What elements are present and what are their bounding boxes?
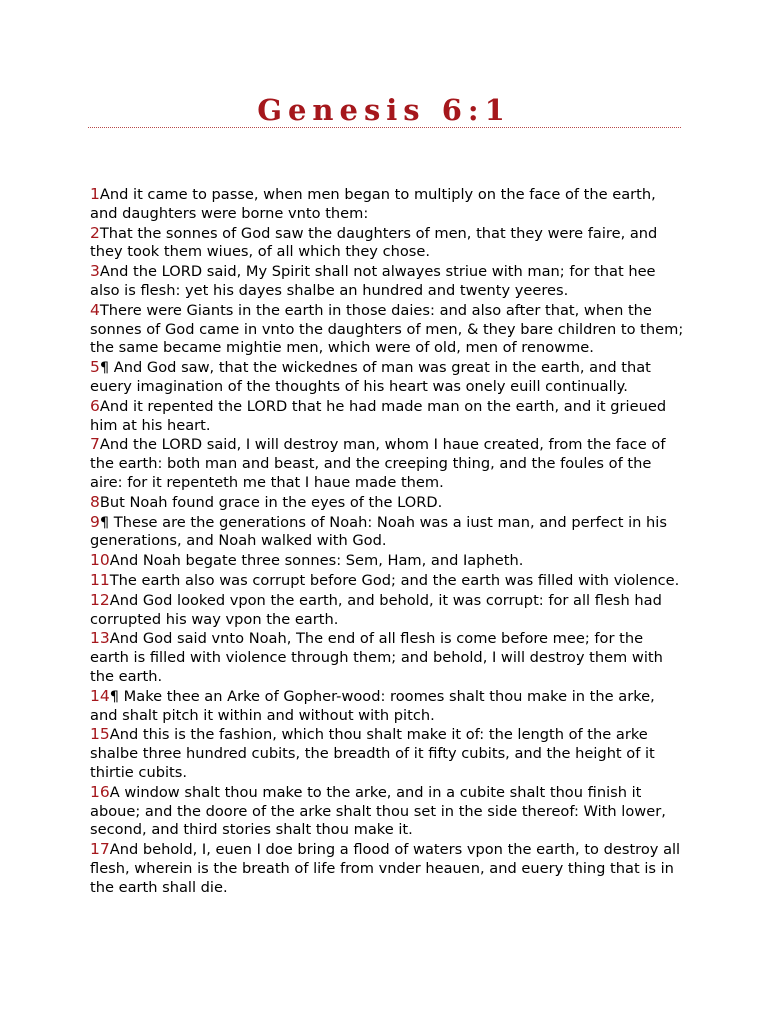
verse-number: 10 — [90, 551, 110, 570]
verse-text: A window shalt thou make to the arke, and in a cubite shalt thou finish it aboue; and the doore of the arke shalt thou set in the side thereof: With lower, second, and third stories shalt thou make it. — [90, 783, 666, 839]
verse-number: 9 — [90, 512, 100, 531]
verse-number: 3 — [90, 262, 100, 281]
verse-number: 5 — [90, 358, 100, 377]
verse-number: 12 — [90, 590, 110, 609]
verse-text: ¶ Make thee an Arke of Gopher-wood: roomes shalt thou make in the arke, and shalt pitch it within and without with pitch. — [90, 687, 655, 724]
verse-text: And it came to passe, when men began to multiply on the face of the earth, and daughters were borne vnto them: — [90, 186, 656, 222]
verse — [90, 783, 685, 840]
verse — [90, 493, 685, 513]
verse-number: 15 — [90, 725, 110, 744]
verse-number: 1 — [90, 185, 100, 203]
verse-text: And this is the fashion, which thou shalt make it of: the length of the arke shalbe three hundred cubits, the breadth of it fifty cubits, and the height of it thirtie cubits. — [90, 726, 655, 781]
verse-text: And behold, I, euen I doe bring a flood of waters vpon the earth, to destroy all flesh, wherein is the breath of life from vnder heauen, and euery thing that is in the earth shall die. — [90, 841, 681, 896]
verse-number: 8 — [90, 492, 100, 511]
verse — [90, 687, 685, 726]
verse-number: 4 — [90, 300, 100, 319]
verse-text: And it repented the LORD that he had made man on the earth, and it grieued him at his heart. — [90, 397, 667, 434]
verse — [90, 262, 685, 301]
verse-text: ¶ And God saw, that the wickednes of man was great in the earth, and that euery imagination of the thoughts of his heart was onely euill continually. — [90, 359, 651, 395]
verse — [90, 397, 685, 436]
verse-list — [90, 185, 685, 897]
verse — [90, 591, 685, 630]
title-divider — [88, 127, 681, 128]
verse-number: 16 — [90, 782, 110, 801]
verse-text: And God said vnto Noah, The end of all flesh is come before mee; for the earth is filled with violence through them; and behold, I will destroy them with the earth. — [90, 630, 663, 685]
verse — [90, 571, 685, 591]
verse-number: 13 — [90, 629, 110, 648]
verse — [90, 725, 685, 782]
verse-number: 17 — [90, 840, 110, 859]
verse-text: There were Giants in the earth in those daies: and also after that, when the sonnes of God came in vnto the daughters of men, & they bare children to them; the same became mightie men, which were of old, men of renowme. — [90, 301, 684, 357]
verse — [90, 301, 685, 358]
verse-number: 11 — [90, 570, 110, 589]
verse-number: 14 — [90, 686, 110, 705]
page-title: Genesis 6:1 — [257, 93, 511, 127]
verse-text: That the sonnes of God saw the daughters of men, that they were faire, and they took them wiues, of all which they chose. — [90, 224, 658, 261]
verse-text: And the LORD said, My Spirit shall not alwayes striue with man; for that hee also is flesh: yet his dayes shalbe an hundred and twenty yeeres. — [90, 263, 656, 299]
verse-text: And Noah begate three sonnes: Sem, Ham, and Iapheth. — [109, 552, 524, 570]
verse — [90, 224, 685, 263]
verse — [90, 840, 685, 897]
verse — [90, 629, 685, 686]
verse-text: The earth also was corrupt before God; and the earth was filled with violence. — [109, 571, 680, 589]
verse-number: 2 — [90, 223, 100, 242]
verse-text: And the LORD said, I will destroy man, whom I haue created, from the face of the earth: both man and beast, and the creeping thing, and the foules of the aire: for it repenteth me that I haue made them. — [90, 436, 666, 491]
verse — [90, 513, 685, 552]
verse — [90, 358, 685, 397]
verse-text: And God looked vpon the earth, and behold, it was corrupt: for all flesh had corrupted his way vpon the earth. — [90, 591, 662, 628]
verse-text: ¶ These are the generations of Noah: Noah was a iust man, and perfect in his generations, and Noah walked with God. — [90, 513, 667, 550]
verse — [90, 185, 685, 224]
verse — [90, 551, 685, 571]
verse — [90, 435, 685, 492]
verse-text: But Noah found grace in the eyes of the LORD. — [99, 493, 443, 511]
verse-number: 6 — [90, 396, 100, 415]
verse-number: 7 — [90, 435, 100, 454]
